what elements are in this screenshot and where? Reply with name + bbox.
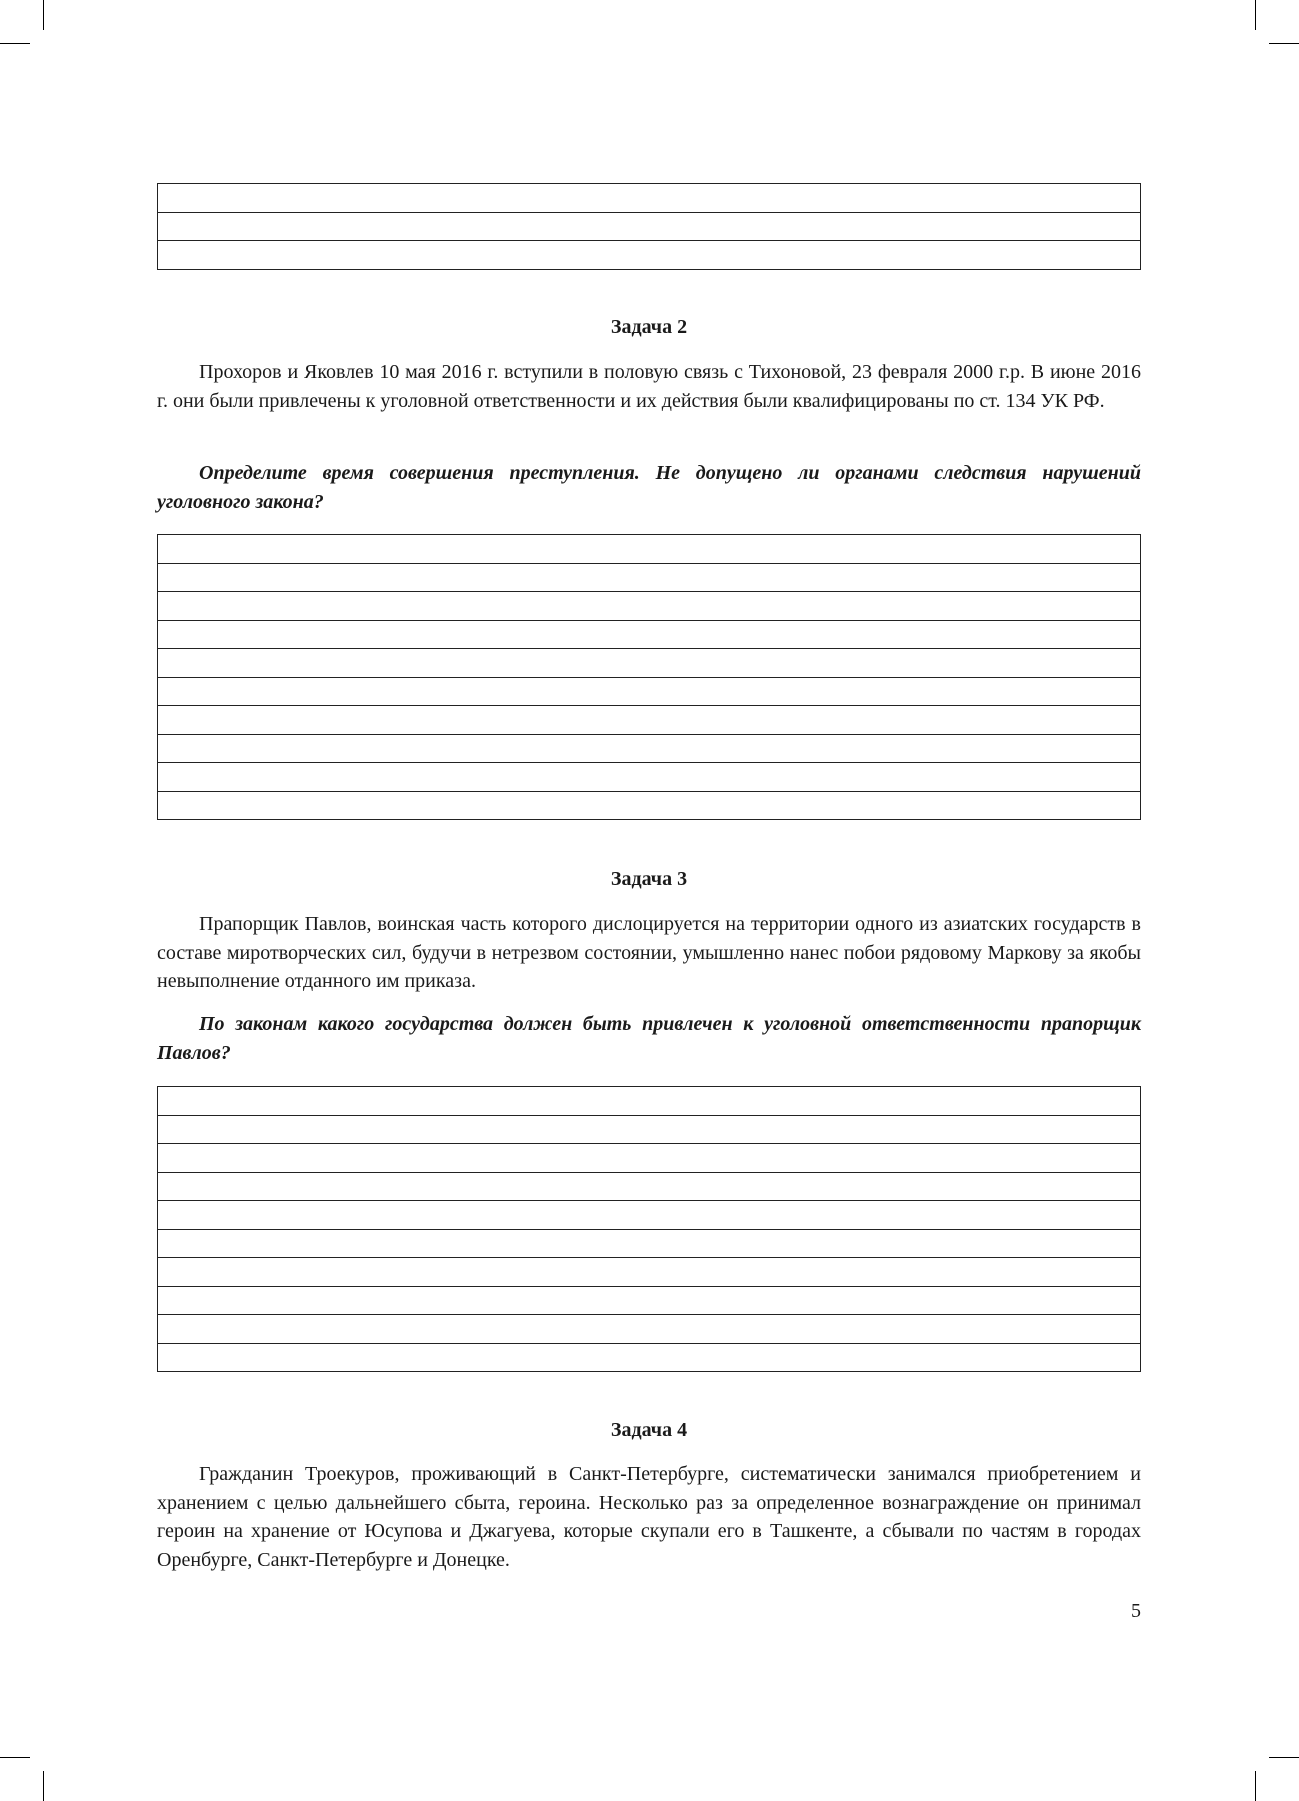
task-4-text: Гражданин Троекуров, проживающий в Санкт-Петербурге, систематически занимался приобретением и хранением с целью дальнейшего сбыта, героина. Несколько раз за определенное вознаграждение он принимал героин на хранение от Юсупова и Джагуева, которые скупали его в Ташкенте, а сбывали по частям в городах Оренбурге, Санкт-Петербурге и Донецке. (157, 1463, 1141, 1571)
answer-line[interactable] (158, 213, 1140, 242)
task-3-question: По законам какого государства должен быть привлечен к уголовной ответственности прапорщик Павлов? (157, 1013, 1141, 1064)
task-2-question: Определите время совершения преступления. Не допущено ли органами следствия нарушений уголовного закона? (157, 462, 1141, 513)
answer-line[interactable] (158, 1315, 1140, 1344)
crop-mark (0, 1757, 30, 1758)
crop-mark (43, 1771, 44, 1801)
answer-line[interactable] (158, 1144, 1140, 1173)
answer-line[interactable] (158, 621, 1140, 650)
answer-line[interactable] (158, 535, 1140, 564)
crop-mark (43, 0, 44, 30)
answer-line[interactable] (158, 678, 1140, 707)
task-2-answer-box[interactable] (157, 534, 1141, 820)
answer-line[interactable] (158, 592, 1140, 621)
answer-line[interactable] (158, 564, 1140, 593)
answer-line[interactable] (158, 735, 1140, 764)
answer-line[interactable] (158, 1201, 1140, 1230)
task-2-text: Прохоров и Яковлев 10 мая 2016 г. вступили в половую связь с Тихоновой, 23 февраля 2000 г.р. В июне 2016 г. они были привлечены к уголовной ответственности и их действия были квалифицированы по ст. 134 УК РФ. (157, 361, 1141, 412)
answer-line[interactable] (158, 792, 1140, 820)
answer-line[interactable] (158, 1230, 1140, 1259)
answer-line[interactable] (158, 1087, 1140, 1116)
answer-line[interactable] (158, 184, 1140, 213)
task-2-heading: Задача 2 (610, 316, 688, 338)
answer-line[interactable] (158, 1344, 1140, 1372)
answer-line[interactable] (158, 241, 1140, 269)
task-3-text: Прапорщик Павлов, воинская часть которого дислоцируется на территории одного из азиатских государств в составе миротворческих сил, будучи в нетрезвом состоянии, умышленно нанес побои рядовому Маркову за якобы невыполнение отданного им приказа. (157, 913, 1141, 992)
task-3-answer-box[interactable] (157, 1086, 1141, 1372)
task-3-heading: Задача 3 (610, 868, 688, 890)
answer-line[interactable] (158, 1258, 1140, 1287)
page-number: 5 (1131, 1600, 1141, 1622)
answer-box-continued[interactable] (157, 183, 1141, 270)
answer-line[interactable] (158, 706, 1140, 735)
task-4-heading: Задача 4 (610, 1419, 688, 1441)
answer-line[interactable] (158, 649, 1140, 678)
crop-mark (1255, 0, 1256, 30)
crop-mark (1269, 1757, 1299, 1758)
answer-line[interactable] (158, 1287, 1140, 1316)
crop-mark (1255, 1771, 1256, 1801)
answer-line[interactable] (158, 763, 1140, 792)
answer-line[interactable] (158, 1173, 1140, 1202)
crop-mark (1269, 43, 1299, 44)
answer-line[interactable] (158, 1116, 1140, 1145)
crop-mark (0, 43, 30, 44)
